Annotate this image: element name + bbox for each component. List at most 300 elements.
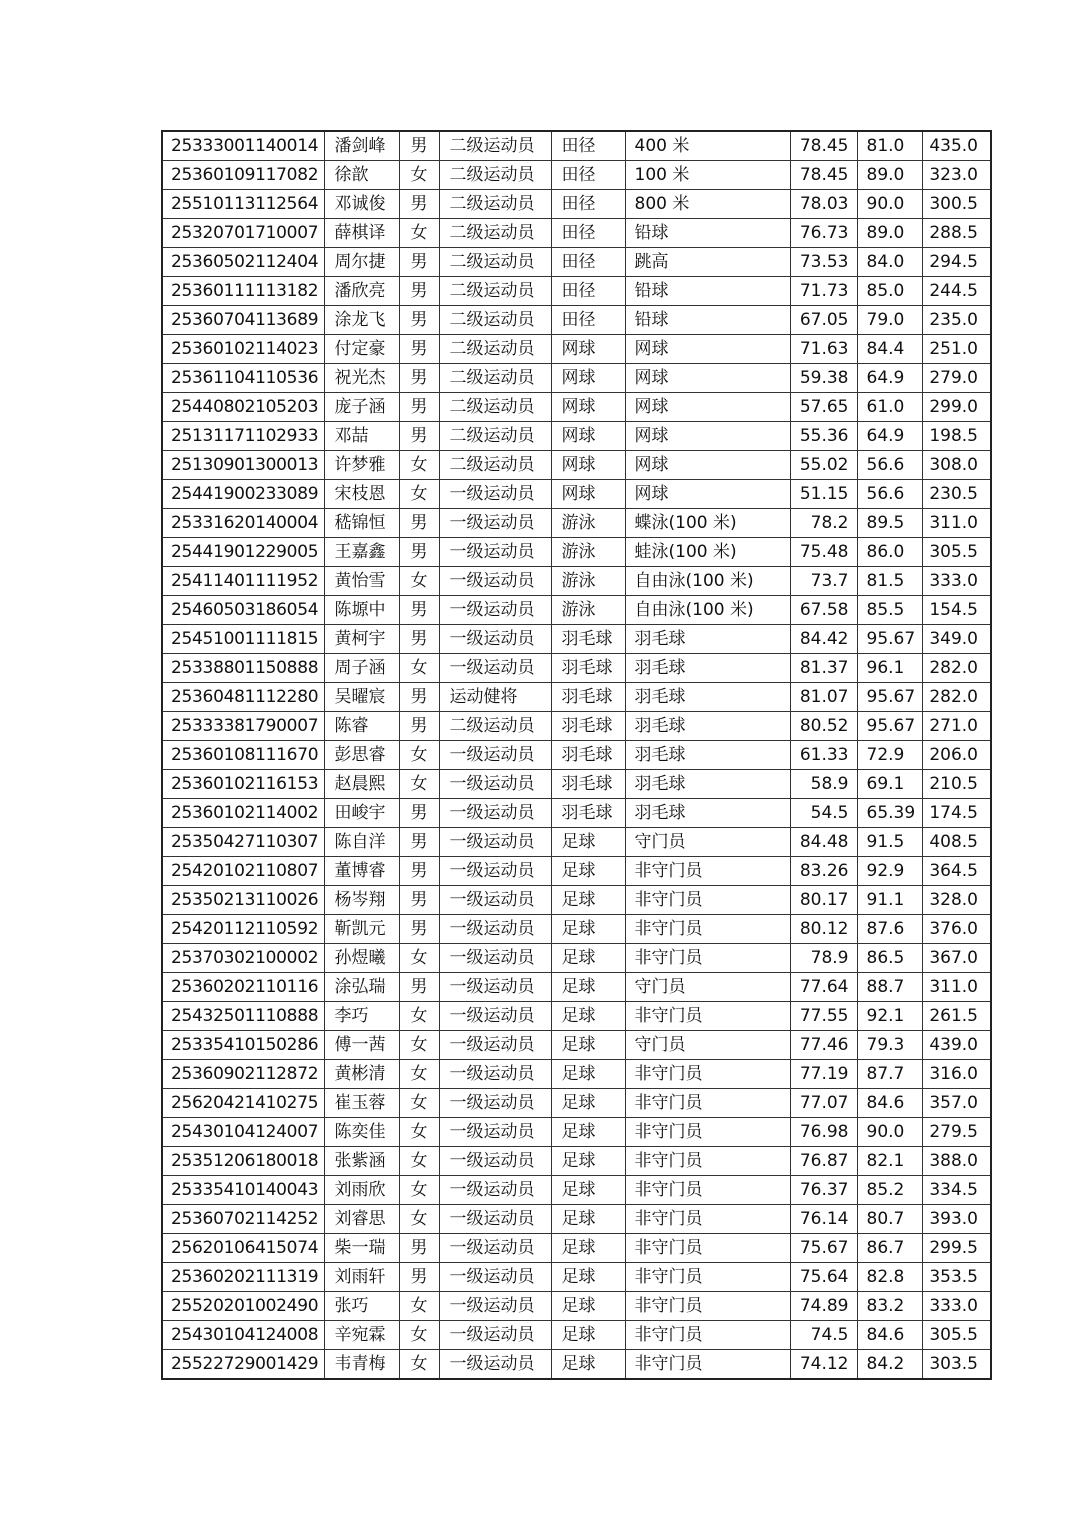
event-cell: 100 米 xyxy=(625,161,790,190)
table-row xyxy=(162,973,991,1002)
score-c-cell: 305.5 xyxy=(922,1321,991,1350)
event-cell: 网球 xyxy=(625,335,790,364)
score-c-cell: 311.0 xyxy=(922,973,991,1002)
athlete-level-cell: 一级运动员 xyxy=(439,828,551,857)
score-a-cell: 77.55 xyxy=(790,1002,857,1031)
exam-number-cell: 25432501110888 xyxy=(162,1002,324,1031)
sport-cell: 田径 xyxy=(551,161,625,190)
name-cell: 靳凯元 xyxy=(324,915,399,944)
score-c-cell: 288.5 xyxy=(922,219,991,248)
table-row xyxy=(162,886,991,915)
score-c-cell: 311.0 xyxy=(922,509,991,538)
score-a-cell: 78.45 xyxy=(790,161,857,190)
name-cell: 祝光杰 xyxy=(324,364,399,393)
sport-cell: 羽毛球 xyxy=(551,625,625,654)
name-cell: 涂弘瑞 xyxy=(324,973,399,1002)
score-c-cell: 435.0 xyxy=(922,131,991,161)
event-cell: 非守门员 xyxy=(625,1205,790,1234)
name-cell: 嵇锦恒 xyxy=(324,509,399,538)
name-cell: 孙煜曦 xyxy=(324,944,399,973)
sport-cell: 足球 xyxy=(551,1205,625,1234)
score-b-cell: 84.6 xyxy=(857,1089,922,1118)
score-b-cell: 72.9 xyxy=(857,741,922,770)
score-b-cell: 64.9 xyxy=(857,364,922,393)
event-cell: 非守门员 xyxy=(625,1321,790,1350)
score-b-cell: 85.0 xyxy=(857,277,922,306)
score-a-cell: 76.73 xyxy=(790,219,857,248)
score-a-cell: 77.46 xyxy=(790,1031,857,1060)
score-c-cell: 353.5 xyxy=(922,1263,991,1292)
athlete-level-cell: 二级运动员 xyxy=(439,248,551,277)
score-c-cell: 303.5 xyxy=(922,1350,991,1380)
exam-number-cell: 25510113112564 xyxy=(162,190,324,219)
name-cell: 陈自洋 xyxy=(324,828,399,857)
score-b-cell: 79.0 xyxy=(857,306,922,335)
event-cell: 跳高 xyxy=(625,248,790,277)
score-c-cell: 299.5 xyxy=(922,1234,991,1263)
athlete-level-cell: 二级运动员 xyxy=(439,161,551,190)
gender-cell: 女 xyxy=(399,944,439,973)
table-row xyxy=(162,596,991,625)
name-cell: 崔玉蓉 xyxy=(324,1089,399,1118)
gender-cell: 女 xyxy=(399,1147,439,1176)
table-row xyxy=(162,393,991,422)
score-a-cell: 77.07 xyxy=(790,1089,857,1118)
exam-number-cell: 25520201002490 xyxy=(162,1292,324,1321)
table-row xyxy=(162,219,991,248)
event-cell: 400 米 xyxy=(625,131,790,161)
score-a-cell: 83.26 xyxy=(790,857,857,886)
table-row xyxy=(162,422,991,451)
name-cell: 许梦雅 xyxy=(324,451,399,480)
score-a-cell: 74.12 xyxy=(790,1350,857,1380)
gender-cell: 女 xyxy=(399,1350,439,1380)
sport-cell: 游泳 xyxy=(551,538,625,567)
gender-cell: 男 xyxy=(399,422,439,451)
table-row xyxy=(162,306,991,335)
score-b-cell: 90.0 xyxy=(857,1118,922,1147)
event-cell: 非守门员 xyxy=(625,1350,790,1380)
table-row xyxy=(162,1176,991,1205)
table-row xyxy=(162,509,991,538)
table-row xyxy=(162,654,991,683)
exam-number-cell: 25333001140014 xyxy=(162,131,324,161)
athlete-level-cell: 一级运动员 xyxy=(439,625,551,654)
gender-cell: 男 xyxy=(399,828,439,857)
event-cell: 非守门员 xyxy=(625,1118,790,1147)
sport-cell: 足球 xyxy=(551,1292,625,1321)
athlete-level-cell: 二级运动员 xyxy=(439,451,551,480)
gender-cell: 男 xyxy=(399,973,439,1002)
gender-cell: 女 xyxy=(399,1089,439,1118)
score-b-cell: 86.7 xyxy=(857,1234,922,1263)
table-row xyxy=(162,567,991,596)
sport-cell: 足球 xyxy=(551,828,625,857)
gender-cell: 男 xyxy=(399,364,439,393)
gender-cell: 女 xyxy=(399,654,439,683)
sport-cell: 足球 xyxy=(551,1089,625,1118)
table-row xyxy=(162,480,991,509)
name-cell: 邓喆 xyxy=(324,422,399,451)
score-c-cell: 349.0 xyxy=(922,625,991,654)
score-b-cell: 91.1 xyxy=(857,886,922,915)
exam-number-cell: 25620106415074 xyxy=(162,1234,324,1263)
score-a-cell: 76.37 xyxy=(790,1176,857,1205)
name-cell: 吴曜宸 xyxy=(324,683,399,712)
sport-cell: 足球 xyxy=(551,1060,625,1089)
athlete-level-cell: 二级运动员 xyxy=(439,306,551,335)
score-a-cell: 78.03 xyxy=(790,190,857,219)
athlete-level-cell: 一级运动员 xyxy=(439,1321,551,1350)
score-c-cell: 230.5 xyxy=(922,480,991,509)
score-a-cell: 58.9 xyxy=(790,770,857,799)
score-c-cell: 439.0 xyxy=(922,1031,991,1060)
gender-cell: 女 xyxy=(399,1118,439,1147)
score-a-cell: 77.19 xyxy=(790,1060,857,1089)
score-b-cell: 86.0 xyxy=(857,538,922,567)
name-cell: 潘欣亮 xyxy=(324,277,399,306)
score-c-cell: 261.5 xyxy=(922,1002,991,1031)
table-row xyxy=(162,625,991,654)
exam-number-cell: 25360111113182 xyxy=(162,277,324,306)
score-a-cell: 71.73 xyxy=(790,277,857,306)
exam-number-cell: 25331620140004 xyxy=(162,509,324,538)
athlete-level-cell: 一级运动员 xyxy=(439,1234,551,1263)
event-cell: 非守门员 xyxy=(625,1263,790,1292)
exam-number-cell: 25430104124007 xyxy=(162,1118,324,1147)
name-cell: 周尔捷 xyxy=(324,248,399,277)
score-a-cell: 74.5 xyxy=(790,1321,857,1350)
score-c-cell: 271.0 xyxy=(922,712,991,741)
event-cell: 羽毛球 xyxy=(625,625,790,654)
exam-number-cell: 25335410140043 xyxy=(162,1176,324,1205)
exam-number-cell: 25351206180018 xyxy=(162,1147,324,1176)
event-cell: 非守门员 xyxy=(625,1292,790,1321)
sport-cell: 羽毛球 xyxy=(551,741,625,770)
sport-cell: 羽毛球 xyxy=(551,770,625,799)
score-b-cell: 90.0 xyxy=(857,190,922,219)
score-a-cell: 75.67 xyxy=(790,1234,857,1263)
exam-number-cell: 25451001111815 xyxy=(162,625,324,654)
table-row xyxy=(162,944,991,973)
event-cell: 守门员 xyxy=(625,1031,790,1060)
name-cell: 陈塬中 xyxy=(324,596,399,625)
score-a-cell: 57.65 xyxy=(790,393,857,422)
name-cell: 杨岑翔 xyxy=(324,886,399,915)
score-b-cell: 81.0 xyxy=(857,131,922,161)
table-row xyxy=(162,683,991,712)
event-cell: 非守门员 xyxy=(625,1002,790,1031)
athlete-level-cell: 一级运动员 xyxy=(439,1031,551,1060)
score-b-cell: 82.8 xyxy=(857,1263,922,1292)
event-cell: 非守门员 xyxy=(625,915,790,944)
exam-number-cell: 25360502112404 xyxy=(162,248,324,277)
gender-cell: 女 xyxy=(399,1176,439,1205)
athlete-level-cell: 一级运动员 xyxy=(439,480,551,509)
exam-number-cell: 25320701710007 xyxy=(162,219,324,248)
score-a-cell: 76.87 xyxy=(790,1147,857,1176)
gender-cell: 男 xyxy=(399,393,439,422)
event-cell: 网球 xyxy=(625,364,790,393)
event-cell: 非守门员 xyxy=(625,886,790,915)
exam-number-cell: 25370302100002 xyxy=(162,944,324,973)
name-cell: 柴一瑞 xyxy=(324,1234,399,1263)
score-c-cell: 357.0 xyxy=(922,1089,991,1118)
gender-cell: 男 xyxy=(399,335,439,364)
sport-cell: 网球 xyxy=(551,335,625,364)
sport-cell: 网球 xyxy=(551,480,625,509)
athlete-level-cell: 运动健将 xyxy=(439,683,551,712)
score-a-cell: 67.05 xyxy=(790,306,857,335)
score-c-cell: 408.5 xyxy=(922,828,991,857)
table-row xyxy=(162,828,991,857)
table-row xyxy=(162,857,991,886)
gender-cell: 女 xyxy=(399,451,439,480)
name-cell: 傅一茜 xyxy=(324,1031,399,1060)
athlete-level-cell: 一级运动员 xyxy=(439,1147,551,1176)
score-b-cell: 86.5 xyxy=(857,944,922,973)
score-b-cell: 82.1 xyxy=(857,1147,922,1176)
gender-cell: 女 xyxy=(399,1292,439,1321)
sport-cell: 足球 xyxy=(551,1031,625,1060)
gender-cell: 男 xyxy=(399,306,439,335)
athlete-level-cell: 一级运动员 xyxy=(439,1002,551,1031)
athlete-level-cell: 一级运动员 xyxy=(439,538,551,567)
score-b-cell: 87.6 xyxy=(857,915,922,944)
exam-number-cell: 25420102110807 xyxy=(162,857,324,886)
gender-cell: 女 xyxy=(399,1321,439,1350)
athlete-level-cell: 一级运动员 xyxy=(439,1263,551,1292)
table-row xyxy=(162,1234,991,1263)
gender-cell: 女 xyxy=(399,1031,439,1060)
score-b-cell: 56.6 xyxy=(857,480,922,509)
athlete-level-cell: 一级运动员 xyxy=(439,1292,551,1321)
athlete-level-cell: 一级运动员 xyxy=(439,1060,551,1089)
exam-number-cell: 25361104110536 xyxy=(162,364,324,393)
sport-cell: 游泳 xyxy=(551,509,625,538)
event-cell: 网球 xyxy=(625,451,790,480)
event-cell: 铅球 xyxy=(625,219,790,248)
exam-number-cell: 25420112110592 xyxy=(162,915,324,944)
sport-cell: 足球 xyxy=(551,1176,625,1205)
name-cell: 薛棋译 xyxy=(324,219,399,248)
gender-cell: 男 xyxy=(399,683,439,712)
sport-cell: 足球 xyxy=(551,1147,625,1176)
sport-cell: 足球 xyxy=(551,1234,625,1263)
event-cell: 蝶泳(100 米) xyxy=(625,509,790,538)
gender-cell: 男 xyxy=(399,1234,439,1263)
score-c-cell: 244.5 xyxy=(922,277,991,306)
name-cell: 田峻宇 xyxy=(324,799,399,828)
score-c-cell: 328.0 xyxy=(922,886,991,915)
sport-cell: 田径 xyxy=(551,306,625,335)
name-cell: 陈睿 xyxy=(324,712,399,741)
score-c-cell: 316.0 xyxy=(922,1060,991,1089)
exam-number-cell: 25360704113689 xyxy=(162,306,324,335)
athlete-level-cell: 二级运动员 xyxy=(439,422,551,451)
event-cell: 羽毛球 xyxy=(625,654,790,683)
score-a-cell: 54.5 xyxy=(790,799,857,828)
gender-cell: 男 xyxy=(399,509,439,538)
name-cell: 张巧 xyxy=(324,1292,399,1321)
event-cell: 非守门员 xyxy=(625,1147,790,1176)
exam-number-cell: 25440802105203 xyxy=(162,393,324,422)
event-cell: 非守门员 xyxy=(625,1234,790,1263)
name-cell: 刘雨欣 xyxy=(324,1176,399,1205)
gender-cell: 男 xyxy=(399,857,439,886)
table-row xyxy=(162,451,991,480)
sport-cell: 足球 xyxy=(551,915,625,944)
score-b-cell: 56.6 xyxy=(857,451,922,480)
score-b-cell: 64.9 xyxy=(857,422,922,451)
exam-number-cell: 25130901300013 xyxy=(162,451,324,480)
sport-cell: 游泳 xyxy=(551,567,625,596)
score-c-cell: 367.0 xyxy=(922,944,991,973)
gender-cell: 男 xyxy=(399,248,439,277)
sport-cell: 田径 xyxy=(551,248,625,277)
exam-number-cell: 25360481112280 xyxy=(162,683,324,712)
sport-cell: 田径 xyxy=(551,219,625,248)
score-b-cell: 89.0 xyxy=(857,161,922,190)
score-c-cell: 388.0 xyxy=(922,1147,991,1176)
score-c-cell: 282.0 xyxy=(922,654,991,683)
name-cell: 庞子涵 xyxy=(324,393,399,422)
gender-cell: 男 xyxy=(399,712,439,741)
sport-cell: 足球 xyxy=(551,1350,625,1380)
table-row xyxy=(162,1292,991,1321)
table-row xyxy=(162,277,991,306)
score-a-cell: 80.12 xyxy=(790,915,857,944)
name-cell: 王嘉鑫 xyxy=(324,538,399,567)
score-b-cell: 89.0 xyxy=(857,219,922,248)
athlete-level-cell: 一级运动员 xyxy=(439,973,551,1002)
name-cell: 辛宛霖 xyxy=(324,1321,399,1350)
score-c-cell: 376.0 xyxy=(922,915,991,944)
sport-cell: 田径 xyxy=(551,277,625,306)
gender-cell: 男 xyxy=(399,886,439,915)
athlete-level-cell: 一级运动员 xyxy=(439,770,551,799)
score-b-cell: 95.67 xyxy=(857,625,922,654)
event-cell: 自由泳(100 米) xyxy=(625,567,790,596)
athlete-level-cell: 二级运动员 xyxy=(439,393,551,422)
athlete-level-cell: 一级运动员 xyxy=(439,567,551,596)
exam-number-cell: 25350213110026 xyxy=(162,886,324,915)
score-b-cell: 87.7 xyxy=(857,1060,922,1089)
exam-number-cell: 25460503186054 xyxy=(162,596,324,625)
score-c-cell: 279.0 xyxy=(922,364,991,393)
gender-cell: 男 xyxy=(399,538,439,567)
exam-number-cell: 25360102114002 xyxy=(162,799,324,828)
athlete-level-cell: 二级运动员 xyxy=(439,190,551,219)
score-a-cell: 59.38 xyxy=(790,364,857,393)
sport-cell: 羽毛球 xyxy=(551,654,625,683)
name-cell: 韦青梅 xyxy=(324,1350,399,1380)
athlete-level-cell: 一级运动员 xyxy=(439,741,551,770)
athlete-level-cell: 二级运动员 xyxy=(439,277,551,306)
exam-number-cell: 25360702114252 xyxy=(162,1205,324,1234)
score-b-cell: 83.2 xyxy=(857,1292,922,1321)
score-a-cell: 81.07 xyxy=(790,683,857,712)
score-a-cell: 67.58 xyxy=(790,596,857,625)
score-a-cell: 55.36 xyxy=(790,422,857,451)
gender-cell: 女 xyxy=(399,1205,439,1234)
table-row xyxy=(162,1205,991,1234)
athlete-level-cell: 二级运动员 xyxy=(439,712,551,741)
sport-cell: 足球 xyxy=(551,944,625,973)
event-cell: 网球 xyxy=(625,393,790,422)
score-a-cell: 73.7 xyxy=(790,567,857,596)
score-a-cell: 78.9 xyxy=(790,944,857,973)
score-c-cell: 174.5 xyxy=(922,799,991,828)
exam-number-cell: 25360102114023 xyxy=(162,335,324,364)
exam-number-cell: 25335410150286 xyxy=(162,1031,324,1060)
athlete-level-cell: 一级运动员 xyxy=(439,944,551,973)
exam-number-cell: 25441900233089 xyxy=(162,480,324,509)
sport-cell: 足球 xyxy=(551,1118,625,1147)
name-cell: 黄彬清 xyxy=(324,1060,399,1089)
score-b-cell: 88.7 xyxy=(857,973,922,1002)
score-c-cell: 282.0 xyxy=(922,683,991,712)
score-b-cell: 95.67 xyxy=(857,683,922,712)
gender-cell: 男 xyxy=(399,596,439,625)
score-a-cell: 61.33 xyxy=(790,741,857,770)
score-a-cell: 51.15 xyxy=(790,480,857,509)
gender-cell: 女 xyxy=(399,161,439,190)
exam-number-cell: 25333381790007 xyxy=(162,712,324,741)
event-cell: 800 米 xyxy=(625,190,790,219)
exam-number-cell: 25350427110307 xyxy=(162,828,324,857)
exam-number-cell: 25620421410275 xyxy=(162,1089,324,1118)
score-a-cell: 76.14 xyxy=(790,1205,857,1234)
event-cell: 网球 xyxy=(625,422,790,451)
event-cell: 网球 xyxy=(625,480,790,509)
score-a-cell: 73.53 xyxy=(790,248,857,277)
score-b-cell: 84.2 xyxy=(857,1350,922,1380)
score-c-cell: 333.0 xyxy=(922,1292,991,1321)
sport-cell: 田径 xyxy=(551,131,625,161)
table-row xyxy=(162,1089,991,1118)
athlete-level-cell: 二级运动员 xyxy=(439,335,551,364)
score-c-cell: 154.5 xyxy=(922,596,991,625)
event-cell: 守门员 xyxy=(625,828,790,857)
score-c-cell: 279.5 xyxy=(922,1118,991,1147)
name-cell: 邓诚俊 xyxy=(324,190,399,219)
table-row xyxy=(162,248,991,277)
score-c-cell: 364.5 xyxy=(922,857,991,886)
score-b-cell: 61.0 xyxy=(857,393,922,422)
score-a-cell: 77.64 xyxy=(790,973,857,1002)
score-a-cell: 78.45 xyxy=(790,131,857,161)
name-cell: 刘雨轩 xyxy=(324,1263,399,1292)
athlete-level-cell: 一级运动员 xyxy=(439,1089,551,1118)
athlete-level-cell: 二级运动员 xyxy=(439,219,551,248)
score-a-cell: 55.02 xyxy=(790,451,857,480)
score-c-cell: 323.0 xyxy=(922,161,991,190)
gender-cell: 女 xyxy=(399,741,439,770)
gender-cell: 女 xyxy=(399,1002,439,1031)
score-b-cell: 80.7 xyxy=(857,1205,922,1234)
gender-cell: 男 xyxy=(399,131,439,161)
score-b-cell: 69.1 xyxy=(857,770,922,799)
score-a-cell: 84.48 xyxy=(790,828,857,857)
exam-number-cell: 25441901229005 xyxy=(162,538,324,567)
athlete-level-cell: 一级运动员 xyxy=(439,1176,551,1205)
score-a-cell: 74.89 xyxy=(790,1292,857,1321)
event-cell: 非守门员 xyxy=(625,857,790,886)
event-cell: 铅球 xyxy=(625,306,790,335)
score-a-cell: 71.63 xyxy=(790,335,857,364)
score-b-cell: 65.39 xyxy=(857,799,922,828)
